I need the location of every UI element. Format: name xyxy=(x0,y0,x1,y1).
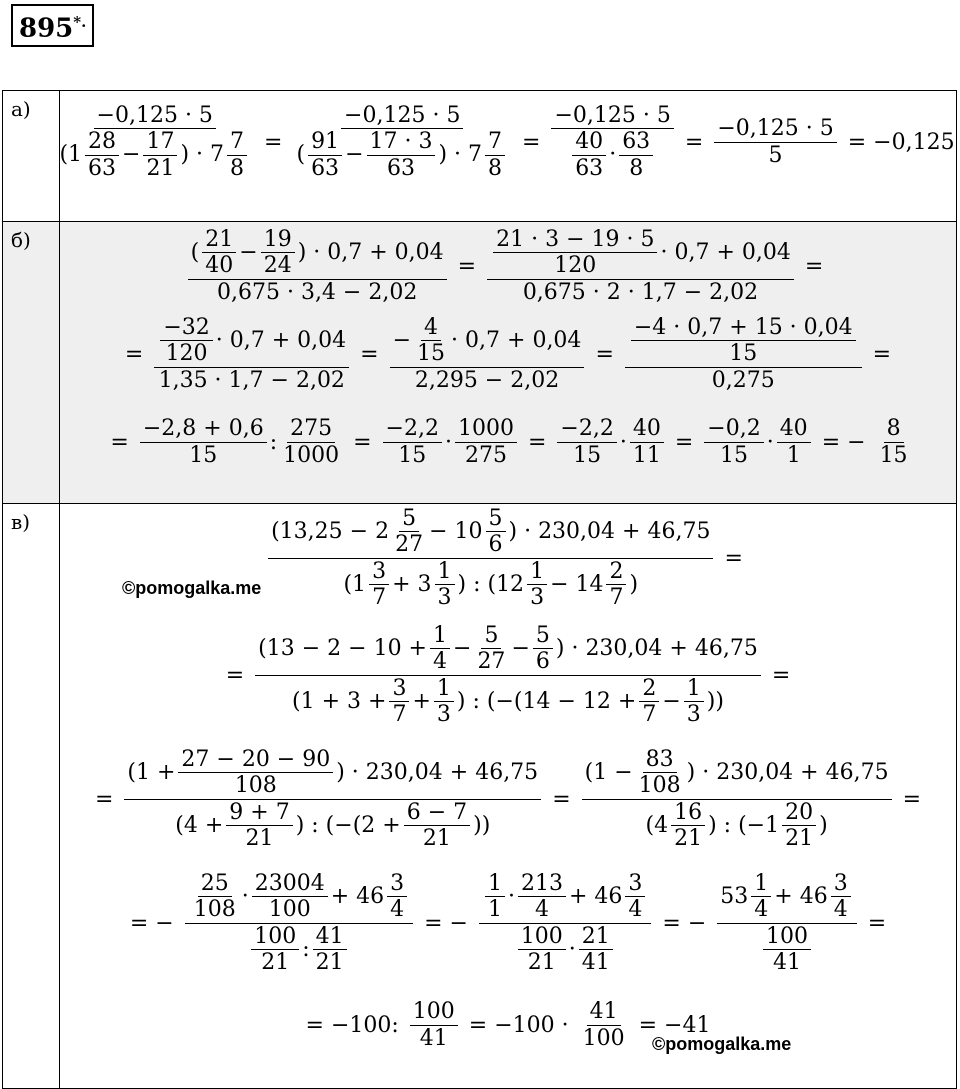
equation-line: (13,25 − 2 $\frac{5}{27}$ − 10 $\frac{5}{6}$ ) · 230,04 + 46,75 (1 $\frac{3}{7}$ + 3 $\frac{1}{3}$ ) : (12 $\frac{1}{3}$ − 14 $\frac{2}{7}$ ) = xyxy=(60,508,956,608)
equation-line: = − $\frac{25}{108}$ · $\frac{23004}{100}$ + 46 $\frac{3}{4}$ $\frac{100}{21}$ : $\frac{41}{21}$ = − $\frac{1}{1}$ · $\frac{213}{4}$ + 46 $\frac{3}{4}$ $\frac{100}{21}$ · $\frac{21}{41}$ = − 53 $\frac{1}{4}$ + 46 $\frac{3}{4}$ $\frac{100}{41}$ = xyxy=(129,870,887,975)
watermark: ©pomogalka.me xyxy=(652,1034,792,1054)
row-c-content xyxy=(60,504,957,1089)
solution-table xyxy=(2,90,957,1089)
row-b-content xyxy=(60,222,957,504)
equation-line: −0,125 · 5 (1 $\frac{28}{63}$ − $\frac{17}{21}$ ) · 7 $\frac{7}{8}$ = −0,125 · 5 ( $\frac{91}{63}$ − $\frac{17 \cdot 3}{63}$ ) · 7 $\frac{7}{8}$ = −0,125 · 5 $\frac{40}{63}$ · $\frac{63}{8}$ = $\frac{-0,125 \cdot 5}{5}$ = −0,125 xyxy=(59,103,955,181)
row-label: б) xyxy=(3,222,60,504)
row-label: в) xyxy=(3,504,60,1089)
row-c xyxy=(3,504,957,1089)
watermark: ©pomogalka.me xyxy=(122,578,262,598)
row-b xyxy=(3,222,957,504)
equation-line: = (1 + $\frac{27 - 20 - 90}{108}$ ) · 230,04 + 46,75 (4 + $\frac{9 + 7}{21}$ ) : (−(2 + $\frac{6 - 7}{21}$ )) = (1 − $\frac{83}{108}$ ) · 230,04 + 46,75 (4 $\frac{16}{21}$ ) : (−1 $\frac{20}{21}$ ) = xyxy=(94,746,922,851)
equation-line: = (13 − 2 − 10 + $\frac{1}{4}$ − $\frac{5}{27}$ − $\frac{5}{6}$ ) · 230,04 + 46,75 (1 + 3 + $\frac{3}{7}$ + $\frac{1}{3}$ ) : (−(14 − 12 + $\frac{2}{7}$ − $\frac{1}{3}$ )) = xyxy=(225,622,791,727)
row-a-content xyxy=(60,91,957,222)
task-number: 895*. xyxy=(11,4,94,47)
equation-line: ( $\frac{21}{40}$ − $\frac{19}{24}$ ) · 0,7 + 0,04 0,675 · 3,4 − 2,02 = $\frac{21 \cdot 3 - 19 \cdot 5}{120}$ · 0,7 + 0,04 0,675 · 2 · 1,7 − 2,02 = xyxy=(60,226,956,306)
equation-line: = $\frac{-32}{120}$ · 0,7 + 0,04 1,35 · 1,7 − 2,02 = − $\frac{4}{15}$ · 0,7 + 0,04 2,295 − 2,02 = $\frac{\frac{-4 \cdot 0,7 + 15 \cdot 0,04}{15}}{0,275}$ = xyxy=(124,315,892,393)
equation-line: = $\frac{-2,8 + 0,6}{15}$ : $\frac{275}{1000}$ = $\frac{-2,2}{15}$ · $\frac{1000}{275}$ = $\frac{-2,2}{15}$ · $\frac{40}{11}$ = $\frac{-0,2}{15}$ · $\frac{40}{1}$ = − $\frac{8}{15}$ xyxy=(110,416,908,468)
row-label: а) xyxy=(3,91,60,222)
row-a xyxy=(3,91,957,222)
equation-line: = −100: $\frac{100}{41}$ = −100 · $\frac{41}{100}$ = −41 xyxy=(305,999,711,1051)
